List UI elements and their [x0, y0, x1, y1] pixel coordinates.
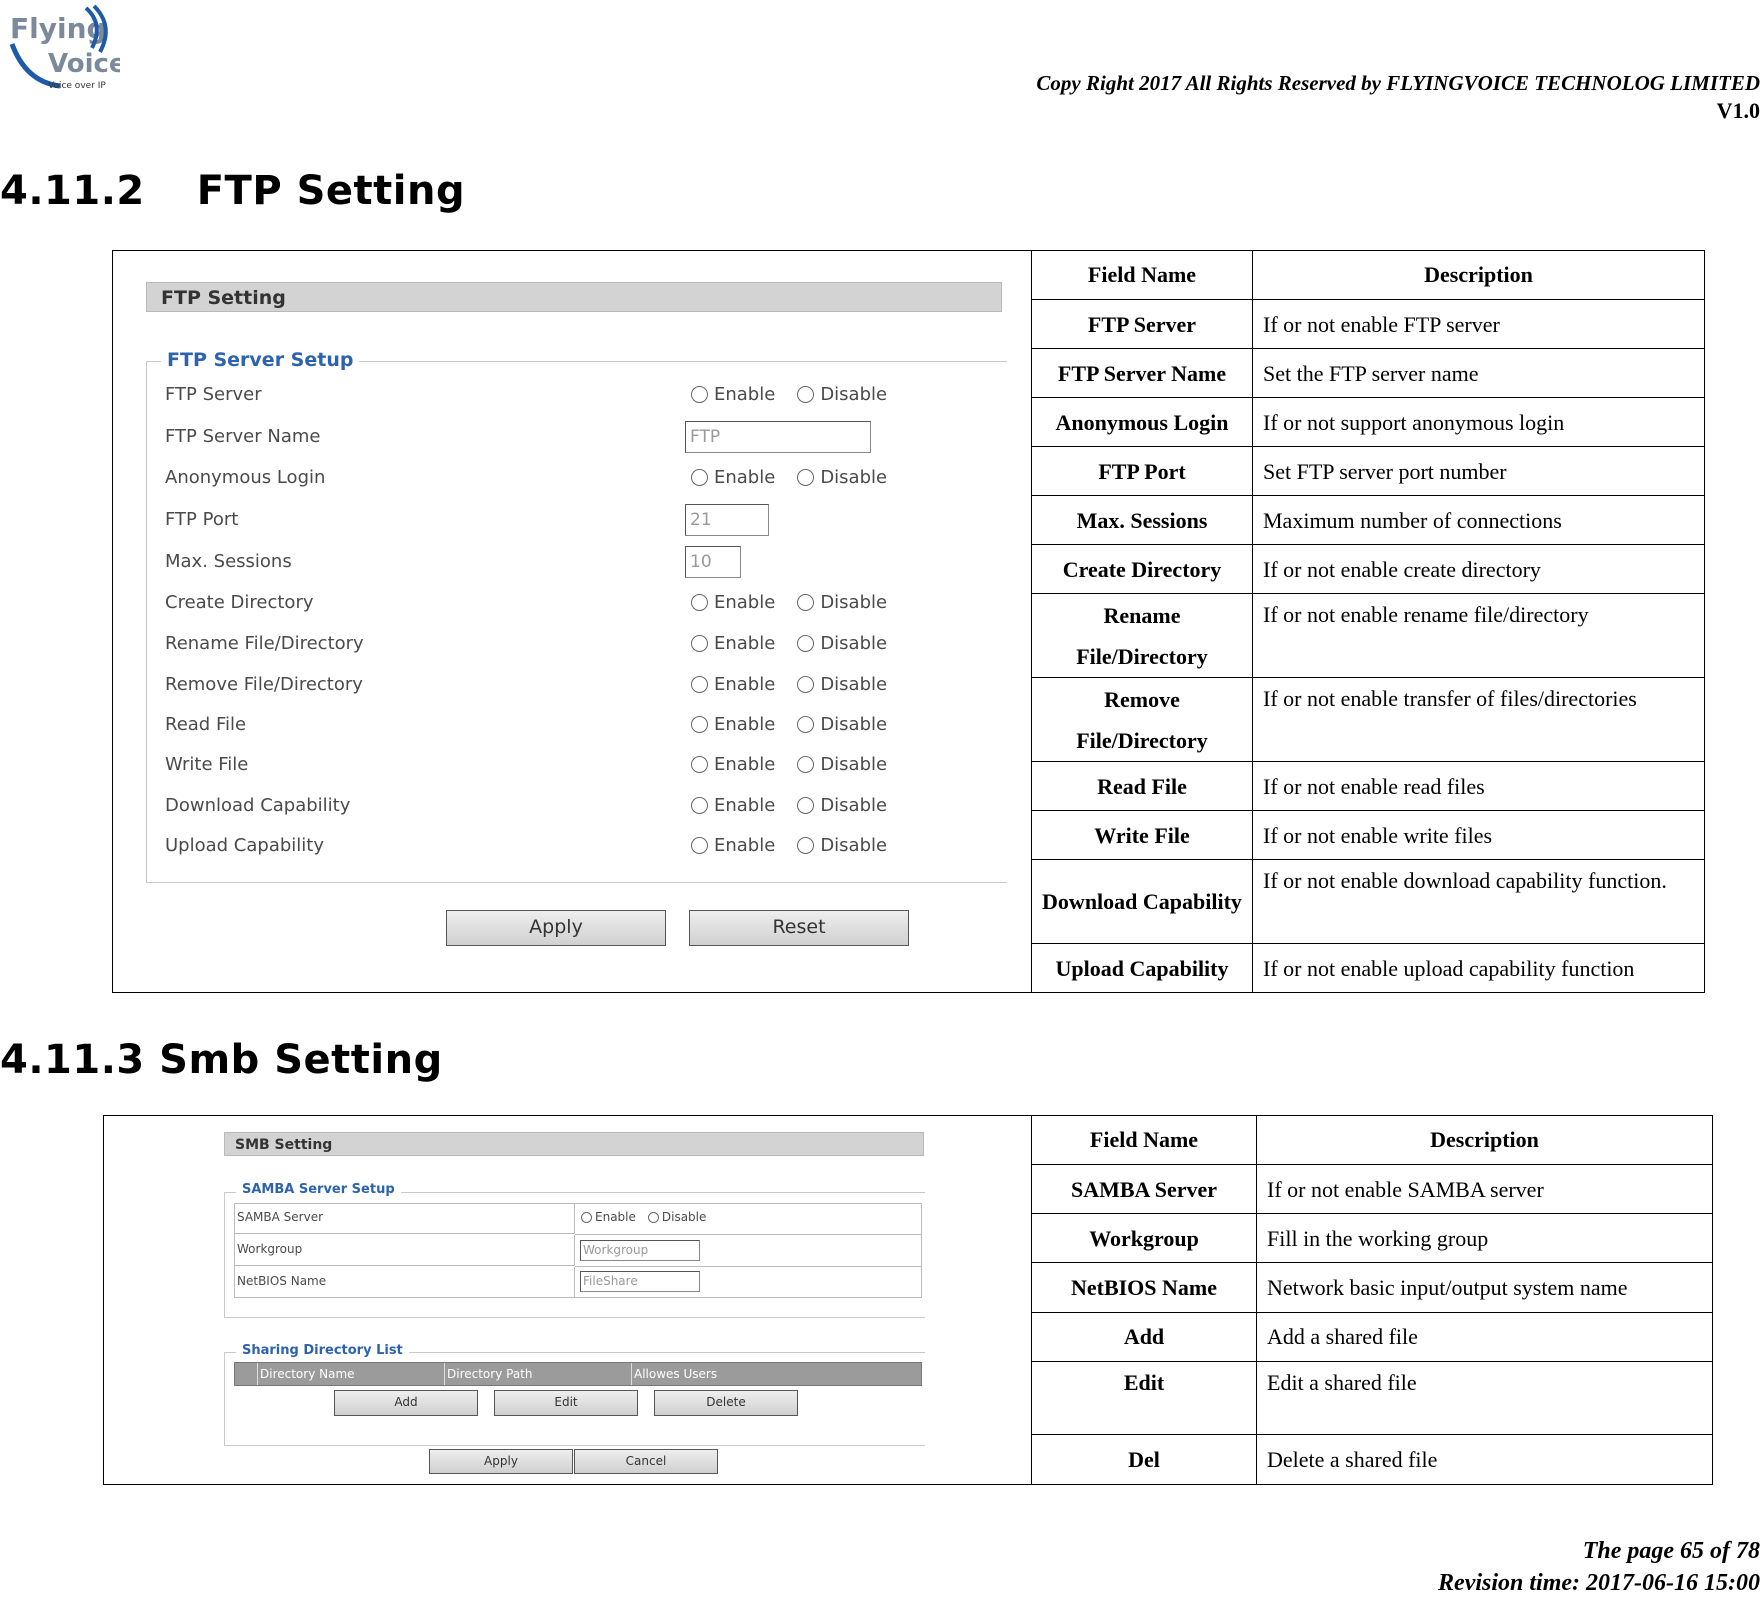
field-name-cell: Add [1032, 1312, 1257, 1361]
field-name-cell: FTP Server Name [1032, 349, 1253, 398]
page-footer [1438, 1535, 1760, 1599]
field-name-cell: FTP Port [1032, 447, 1253, 496]
write-file-enable-radio[interactable] [691, 756, 708, 773]
samba-enable-radio[interactable] [581, 1212, 592, 1223]
section-heading-smb [0, 1037, 443, 1083]
description-cell: Add a shared file [1257, 1312, 1713, 1361]
field-name-cell: Write File [1032, 811, 1253, 860]
download-capability-radio-group [691, 795, 887, 816]
section-number: 4.11.2 [0, 168, 145, 214]
ftp-screenshot-cell [113, 251, 1032, 993]
smb-apply-button[interactable]: Apply [429, 1449, 573, 1474]
section-title: FTP Setting [196, 168, 466, 214]
field-name-cell: SAMBA Server [1032, 1165, 1257, 1214]
logo-text-flying: Flying [10, 12, 107, 45]
ftp-server-radio-group [691, 384, 887, 405]
remove-file-enable-radio[interactable] [691, 676, 708, 693]
radio-enable-label: Enable [714, 592, 776, 613]
download-capability-disable-radio[interactable] [797, 797, 814, 814]
read-file-enable-radio[interactable] [691, 716, 708, 733]
field-name-cell: Edit [1032, 1361, 1257, 1434]
create-directory-enable-radio[interactable] [691, 594, 708, 611]
description-cell: If or not enable transfer of files/directories [1253, 678, 1705, 762]
anonymous-login-label: Anonymous Login [165, 467, 326, 488]
description-cell: If or not enable rename file/directory [1253, 594, 1705, 678]
field-name-cell: Remove File/Directory [1032, 678, 1253, 762]
sharing-directory-header [234, 1362, 922, 1386]
field-name-cell: Max. Sessions [1032, 496, 1253, 545]
ftp-setting-title-bar: FTP Setting [146, 282, 1002, 312]
max-sessions-input[interactable]: 10 [685, 546, 741, 578]
description-cell: If or not enable read files [1253, 762, 1705, 811]
smb-field-table [103, 1115, 1713, 1485]
radio-enable-label: Enable [714, 714, 776, 735]
description-cell: Set the FTP server name [1253, 349, 1705, 398]
page-number: The page 65 of 78 [1582, 1538, 1760, 1564]
radio-enable-label: Enable [714, 835, 776, 856]
description-cell: Edit a shared file [1257, 1361, 1713, 1434]
ftp-server-name-label: FTP Server Name [165, 426, 321, 447]
section-title: Smb Setting [159, 1037, 443, 1083]
download-capability-label: Download Capability [165, 795, 351, 816]
description-cell: If or not enable download capability function. [1253, 860, 1705, 944]
upload-capability-enable-radio[interactable] [691, 837, 708, 854]
write-file-radio-group [691, 754, 887, 775]
radio-enable-label: Enable [714, 754, 776, 775]
field-name-cell: Rename File/Directory [1032, 594, 1253, 678]
ftp-field-table [112, 250, 1705, 993]
ftp-port-label: FTP Port [165, 509, 239, 530]
radio-enable-label: Enable [714, 795, 776, 816]
samba-server-radio-group [581, 1210, 706, 1224]
description-cell: Fill in the working group [1257, 1214, 1713, 1263]
description-cell: If or not enable FTP server [1253, 300, 1705, 349]
anonymous-login-disable-radio[interactable] [797, 469, 814, 486]
description-cell: If or not enable create directory [1253, 545, 1705, 594]
description-cell: Set FTP server port number [1253, 447, 1705, 496]
description-cell: Maximum number of connections [1253, 496, 1705, 545]
description-cell: If or not enable SAMBA server [1257, 1165, 1713, 1214]
rename-file-radio-group [691, 633, 887, 654]
sharing-directory-legend: Sharing Directory List [236, 1343, 409, 1358]
ftp-server-enable-radio[interactable] [691, 386, 708, 403]
ftp-server-setup-legend: FTP Server Setup [161, 349, 359, 371]
samba-server-setup-legend: SAMBA Server Setup [236, 1182, 401, 1197]
description-cell: Delete a shared file [1257, 1434, 1713, 1484]
upload-capability-label: Upload Capability [165, 835, 324, 856]
radio-disable-label: Disable [661, 1210, 707, 1224]
ftp-setting-screenshot [113, 251, 1031, 991]
smb-add-button[interactable]: Add [334, 1390, 478, 1416]
version-text: V1.0 [1716, 98, 1760, 123]
radio-enable-label: Enable [714, 633, 776, 654]
radio-enable-label: Enable [595, 1210, 636, 1224]
section-heading-ftp [0, 168, 465, 214]
upload-capability-disable-radio[interactable] [797, 837, 814, 854]
radio-disable-label: Disable [820, 467, 888, 488]
field-name-cell: NetBIOS Name [1032, 1263, 1257, 1312]
remove-file-label: Remove File/Directory [165, 674, 363, 695]
anonymous-login-radio-group [691, 467, 887, 488]
field-name-cell: Del [1032, 1434, 1257, 1484]
column-directory-path: Directory Path [445, 1363, 632, 1385]
workgroup-input[interactable]: Workgroup [580, 1240, 700, 1261]
page-header [1036, 70, 1760, 124]
radio-disable-label: Disable [820, 714, 888, 735]
radio-disable-label: Disable [820, 592, 888, 613]
smb-setting-title-bar: SMB Setting [224, 1132, 924, 1156]
radio-disable-label: Disable [820, 384, 888, 405]
remove-file-disable-radio[interactable] [797, 676, 814, 693]
create-directory-radio-group [691, 592, 887, 613]
smb-delete-button[interactable]: Delete [654, 1390, 798, 1416]
table-header-description: Description [1257, 1116, 1713, 1165]
ftp-port-input[interactable]: 21 [685, 504, 769, 536]
field-name-cell: FTP Server [1032, 300, 1253, 349]
table-header-field: Field Name [1032, 251, 1253, 300]
radio-disable-label: Disable [820, 835, 888, 856]
radio-enable-label: Enable [714, 674, 776, 695]
rename-file-label: Rename File/Directory [165, 633, 364, 654]
field-name-cell: Workgroup [1032, 1214, 1257, 1263]
radio-enable-label: Enable [714, 467, 776, 488]
smb-setting-screenshot [104, 1116, 1031, 1484]
netbios-name-label: NetBIOS Name [235, 1267, 575, 1297]
description-cell: Network basic input/output system name [1257, 1263, 1713, 1312]
smb-cancel-button[interactable]: Cancel [574, 1449, 718, 1474]
column-directory-name: Directory Name [258, 1363, 445, 1385]
samba-server-label: SAMBA Server [235, 1204, 575, 1234]
radio-disable-label: Disable [820, 754, 888, 775]
smb-screenshot-cell [104, 1116, 1032, 1485]
write-file-disable-radio[interactable] [797, 756, 814, 773]
radio-disable-label: Disable [820, 633, 888, 654]
samba-disable-radio[interactable] [648, 1212, 659, 1223]
download-capability-enable-radio[interactable] [691, 797, 708, 814]
field-name-cell: Create Directory [1032, 545, 1253, 594]
anonymous-login-enable-radio[interactable] [691, 469, 708, 486]
rename-file-disable-radio[interactable] [797, 635, 814, 652]
ftp-server-name-input[interactable]: FTP [685, 421, 871, 453]
rename-file-enable-radio[interactable] [691, 635, 708, 652]
write-file-label: Write File [165, 754, 249, 775]
ftp-server-disable-radio[interactable] [797, 386, 814, 403]
ftp-apply-button[interactable]: Apply [446, 910, 666, 946]
samba-settings-grid [234, 1203, 922, 1298]
create-directory-disable-radio[interactable] [797, 594, 814, 611]
read-file-label: Read File [165, 714, 247, 735]
netbios-name-input[interactable]: FileShare [580, 1271, 700, 1292]
company-logo [8, 4, 120, 96]
section-number: 4.11.3 [0, 1037, 145, 1083]
field-name-cell: Anonymous Login [1032, 398, 1253, 447]
table-header-field: Field Name [1032, 1116, 1257, 1165]
table-header-description: Description [1253, 251, 1705, 300]
radio-disable-label: Disable [820, 795, 888, 816]
read-file-radio-group [691, 714, 887, 735]
create-directory-label: Create Directory [165, 592, 314, 613]
field-name-cell: Download Capability [1032, 860, 1253, 944]
radio-disable-label: Disable [820, 674, 888, 695]
copyright-text: Copy Right 2017 All Rights Reserved by FLYINGVOICE TECHNOLOG LIMITED [1036, 71, 1760, 95]
smb-edit-button[interactable]: Edit [494, 1390, 638, 1416]
column-allowed-users: Allowes Users [634, 1367, 718, 1381]
logo-text-voice: Voice [48, 49, 120, 79]
upload-capability-radio-group [691, 835, 887, 856]
description-cell: If or not enable upload capability function [1253, 944, 1705, 993]
ftp-reset-button[interactable]: Reset [689, 910, 909, 946]
description-cell: If or not support anonymous login [1253, 398, 1705, 447]
logo-text-tagline: Voice over IP [48, 81, 106, 91]
max-sessions-label: Max. Sessions [165, 551, 292, 572]
radio-enable-label: Enable [714, 384, 776, 405]
revision-time: Revision time: 2017-06-16 15:00 [1438, 1570, 1760, 1596]
field-name-cell: Read File [1032, 762, 1253, 811]
description-cell: If or not enable write files [1253, 811, 1705, 860]
ftp-server-label: FTP Server [165, 384, 262, 405]
field-name-cell: Upload Capability [1032, 944, 1253, 993]
read-file-disable-radio[interactable] [797, 716, 814, 733]
workgroup-label: Workgroup [235, 1235, 575, 1266]
remove-file-radio-group [691, 674, 887, 695]
